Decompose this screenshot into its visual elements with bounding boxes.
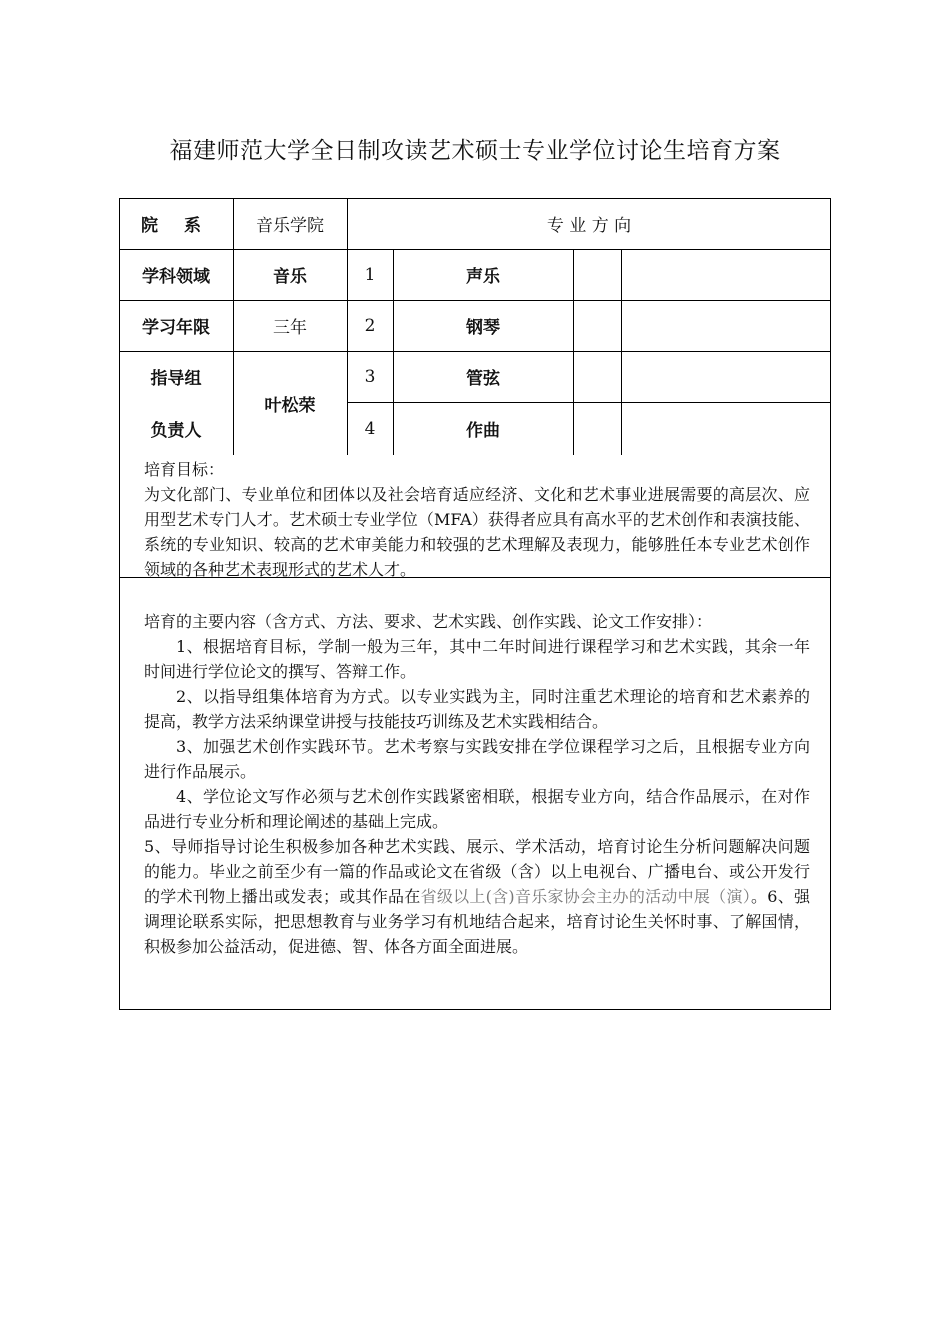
direction-number: 3: [364, 366, 376, 387]
content-section: [120, 609, 830, 959]
advisor-value: 叶松荣: [264, 395, 316, 416]
objectives-heading: 培育目标：: [144, 460, 225, 479]
direction-name: 声乐: [466, 267, 500, 287]
content-item: 3、加强艺术创作实践环节。艺术考察与实践安排在学位课程学习之后，且根据专业方向进行作品展示。: [144, 737, 810, 781]
content-item: 2、以指导组集体培育为方式。以专业实践为主，同时注重艺术理论的培育和艺术素养的提高，教学方法采纳课堂讲授与技能技巧训练及艺术实践相结合。: [144, 687, 810, 731]
direction-number: 4: [364, 418, 376, 439]
field-value: 音乐: [273, 267, 307, 287]
objectives-section: [120, 457, 830, 582]
section-border-bottom: [119, 1009, 831, 1010]
direction-name: 作曲: [466, 421, 500, 441]
content-item: 1、根据培育目标，学制一般为三年，其中二年时间进行课程学习和艺术实践，其余一年时间进行学位论文的撰写、答辩工作。: [144, 637, 810, 681]
section-border-right: [830, 455, 831, 1010]
direction-header: 专 业 方 向: [546, 216, 632, 236]
advisor-label-line1: 指导组: [150, 369, 202, 389]
direction-number: 1: [364, 264, 376, 285]
item5-text-start: 5、导师指导讨论生积极参加各种艺术实践、展示、学术活动，培育讨论生分析问题解决问题的能力。毕业之前至少有一篇的作品或论文在省级（含）以上电视台、广播电台、或公开发行的学术刊物上播出或发表；或其作品在: [144, 837, 810, 906]
table-col-divider: [621, 249, 622, 455]
advisor-label-line2: 负责人: [150, 421, 202, 441]
item5-text-end: 。6、强调理论联系实际，把思想教育与业务学习有机地结合起来，培育讨论生关怀时事、了解国情，积极参加公益活动，促进德、智、体各方面全面进展。: [144, 887, 810, 956]
department-label: 院 系: [141, 216, 211, 236]
objectives-text: 为文化部门、专业单位和团体以及社会培育适应经济、文化和艺术事业进展需要的高层次、应用型艺术专门人才。艺术硕士专业学位（MFA）获得者应具有高水平的艺术创作和表演技能、系统的专业知识、较高的艺术审美能力和较强的艺术理解及表现力，能够胜任本专业艺术创作领域的各种艺术表现形式的艺术人才。: [144, 485, 810, 579]
content-heading: 培育的主要内容（含方式、方法、要求、艺术实践、创作实践、论文工作安排）：: [144, 612, 713, 631]
table-col-divider: [573, 249, 574, 455]
duration-label: 学习年限: [142, 318, 210, 338]
item5-text-gray: 省级以上(含)音乐家协会主办的活动中展（演）: [420, 887, 751, 906]
duration-value: 三年: [273, 318, 307, 338]
content-item: 4、学位论文写作必须与艺术创作实践紧密相联，根据专业方向，结合作品展示，在对作品进行专业分析和理论阐述的基础上完成。: [144, 787, 810, 831]
info-table: [119, 198, 831, 455]
direction-name: 钢琴: [466, 318, 500, 338]
direction-number: 2: [364, 315, 376, 336]
field-label: 学科领域: [142, 267, 210, 287]
content-item-5: [144, 834, 810, 959]
department-value: 音乐学院: [256, 216, 324, 236]
document-title: 福建师范大学全日制攻读艺术硕士专业学位讨论生培育方案: [169, 138, 781, 164]
direction-name: 管弦: [466, 369, 500, 389]
